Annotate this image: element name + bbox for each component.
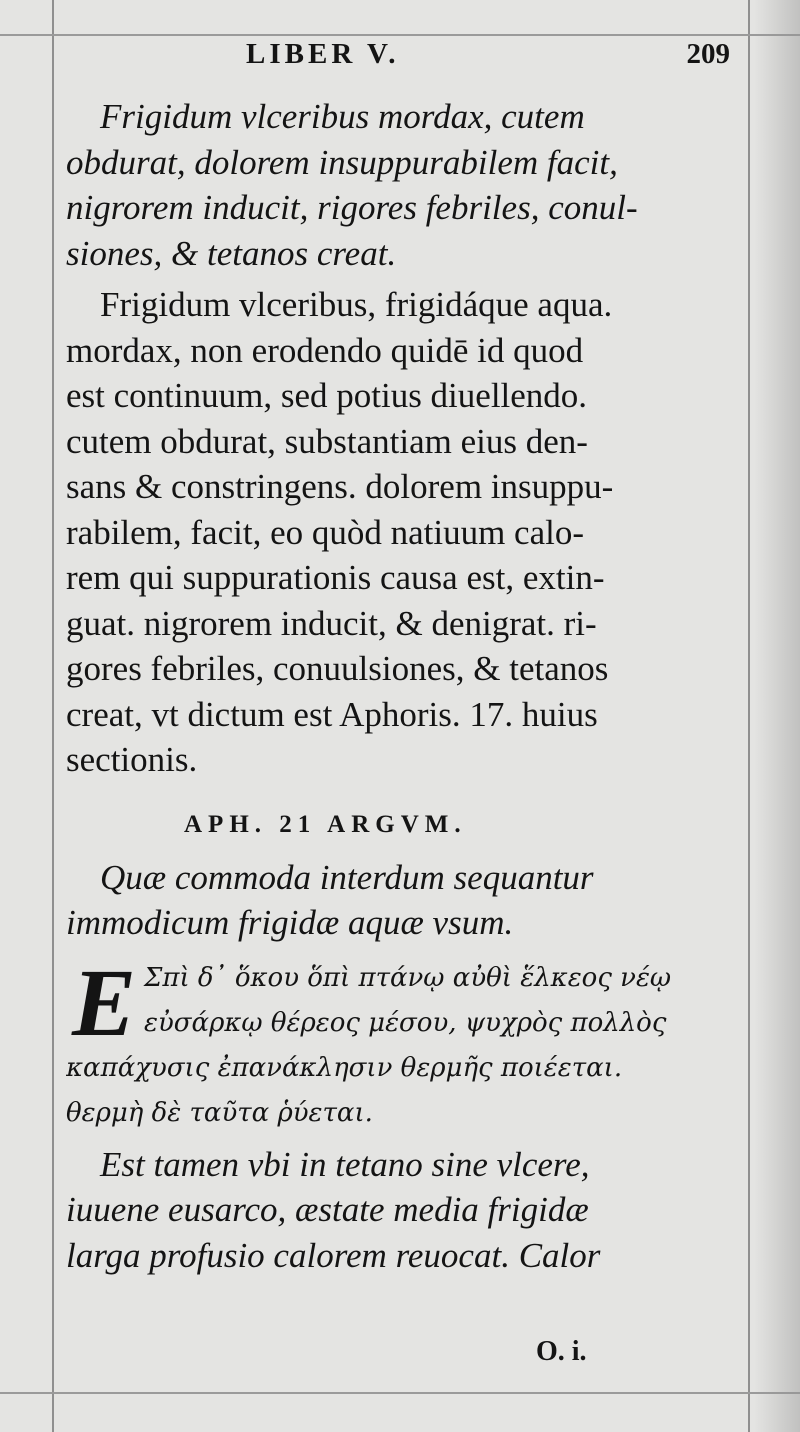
text-line: gores febriles, conuulsiones, & tetanos (66, 649, 609, 688)
text-block (66, 38, 738, 1278)
greek-aphorism (66, 948, 738, 1136)
bottom-margin-rule (0, 1392, 800, 1394)
left-margin-rule (52, 0, 54, 1432)
text-line: rabilem, facit, eo quòd natiuum calo- (66, 512, 585, 552)
text-line: larga profusio calorem reuocat. Calor (66, 1235, 601, 1275)
running-title: LIBER V. (246, 38, 400, 70)
text-line: rem qui suppurationis causa est, extin- (66, 558, 605, 597)
greek-line: καπάχυσις ἐπανάκλησιν θερμῆς ποιέεται. (66, 1052, 623, 1083)
signature-mark: O. i. (536, 1336, 587, 1367)
text-line: nigrorem inducit, rigores febriles, conul- (66, 188, 638, 227)
text-line: cutem obdurat, substantiam eius den- (66, 421, 588, 461)
text-line: est continuum, sed potius diuellendo. (66, 376, 588, 415)
page-number: 209 (686, 38, 730, 70)
text-line: guat. nigrorem inducit, & denigrat. ri- (66, 603, 597, 643)
greek-line: Σπὶ δ᾽ ὅκου ὅπὶ πτάνῳ αὐθὶ ἕλκεος νέῳ (144, 962, 672, 993)
greek-line: εὐσάρκῳ θέρεος μέσου, ψυχρὸς πολλὸς (144, 1007, 667, 1038)
page-header (66, 38, 738, 94)
text-line: Frigidum vlceribus, frigidáque aqua. (100, 285, 613, 324)
page-edge-shadow (754, 0, 800, 1432)
drop-cap: E (72, 948, 137, 1056)
text-line: creat, vt dictum est Aphoris. 17. huius (66, 694, 598, 734)
greek-line: θερμὴ δὲ ταῦτα ῥύεται. (66, 1097, 373, 1128)
text-line: mordax, non erodendo quidē id quod (66, 330, 584, 370)
text-line: sectionis. (66, 740, 198, 779)
top-margin-rule (0, 34, 800, 36)
text-line: obdurat, dolorem insuppurabilem facit, (66, 142, 618, 182)
text-line: Est tamen vbi in tetano sine vlcere, (100, 1144, 590, 1184)
text-line: sans & constringens. dolorem insuppu- (66, 467, 614, 506)
text-line: Frigidum vlceribus mordax, cutem (100, 97, 585, 136)
right-margin-rule (748, 0, 750, 1432)
paragraph-aphorism-text (66, 94, 738, 276)
text-line: immodicum frigidæ aquæ vsum. (66, 903, 514, 942)
text-line: siones, & tetanos creat. (66, 233, 397, 273)
aphorism-heading: APH. 21 ARGVM. (184, 810, 467, 838)
text-line: Quæ commoda interdum sequantur (100, 857, 594, 897)
paragraph-commentary (66, 282, 738, 783)
latin-translation (66, 1142, 738, 1279)
aphorism-argument (66, 855, 738, 946)
text-line: iuuene eusarco, æstate media frigidæ (66, 1190, 589, 1229)
